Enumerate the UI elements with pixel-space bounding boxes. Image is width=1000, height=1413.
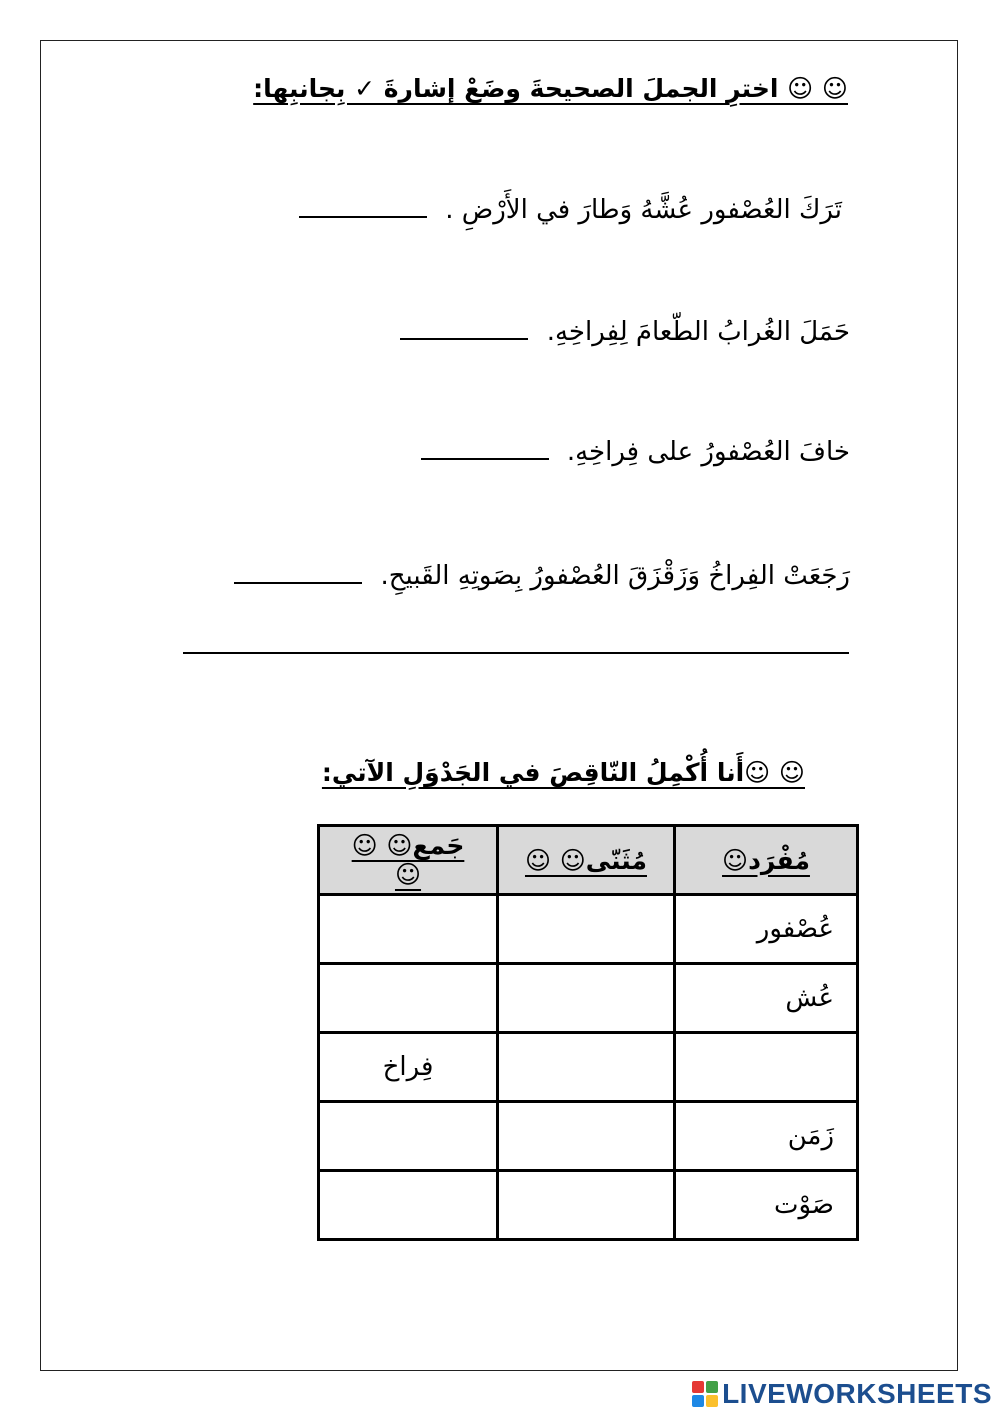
sentence-2 [400, 312, 850, 352]
liveworksheets-brand[interactable] [692, 1378, 992, 1410]
cell-dual[interactable] [498, 895, 675, 964]
instruction-heading-2: ☺ ☺أَنا أُكْمِلُ النّاقِصَ في الجَدْوَلِ الآتي: [321, 758, 805, 787]
cell-singular[interactable]: صَوْت [675, 1171, 858, 1240]
logo-square-blue [692, 1395, 704, 1407]
sentence-3 [421, 432, 850, 472]
sentence-4-answer-blank[interactable] [234, 558, 362, 584]
cell-plural[interactable] [319, 964, 498, 1033]
table-row [319, 895, 858, 964]
writing-line[interactable] [183, 652, 849, 654]
sentence-3-answer-blank[interactable] [421, 434, 549, 460]
logo-square-red [692, 1381, 704, 1393]
header-plural: جَمع☺ ☺ ☺ [319, 826, 498, 895]
logo-square-green [706, 1381, 718, 1393]
cell-plural[interactable] [319, 1102, 498, 1171]
table-row [319, 1033, 858, 1102]
sentence-2-answer-blank[interactable] [400, 314, 528, 340]
header-singular: مُفْرَد☺ [675, 826, 858, 895]
liveworksheets-logo-icon [692, 1381, 718, 1407]
cell-singular[interactable]: زَمَن [675, 1102, 858, 1171]
sentence-1-text: تَرَكَ العُصْفور عُشَّهُ وَطارَ في الأَرْضِ . [445, 195, 842, 225]
cell-singular[interactable]: عُصْفور [675, 895, 858, 964]
instruction-heading-1: ☺ ☺ اخترِ الجملَ الصحيحةَ وضَعْ إشارةَ ✓ بِجانبِها: [253, 74, 848, 103]
cell-singular[interactable] [675, 1033, 858, 1102]
logo-square-yellow [706, 1395, 718, 1407]
cell-dual[interactable] [498, 1171, 675, 1240]
cell-dual[interactable] [498, 964, 675, 1033]
header-dual: مُثَنّى☺ ☺ [498, 826, 675, 895]
brand-name: LIVEWORKSHEETS [722, 1378, 992, 1409]
cell-dual[interactable] [498, 1033, 675, 1102]
cell-plural[interactable] [319, 1171, 498, 1240]
word-forms-table [317, 824, 859, 1241]
cell-plural[interactable] [319, 895, 498, 964]
sentence-2-text: حَمَلَ الغُرابُ الطّعامَ لِفِراخِهِ. [546, 317, 850, 347]
table-header-row [319, 826, 858, 895]
sentence-1 [299, 190, 842, 230]
table-row [319, 1171, 858, 1240]
sentence-1-answer-blank[interactable] [299, 192, 427, 218]
table-row [319, 1102, 858, 1171]
cell-dual[interactable] [498, 1102, 675, 1171]
table-row [319, 964, 858, 1033]
cell-singular[interactable]: عُش [675, 964, 858, 1033]
sentence-3-text: خافَ العُصْفورُ على فِراخِهِ. [566, 437, 850, 467]
sentence-4-text: رَجَعَتْ الفِراخُ وَزَقْزَقَ العُصْفورُ بِصَوتِهِ القَبيحِ. [380, 561, 850, 591]
cell-plural[interactable]: فِراخ [319, 1033, 498, 1102]
sentence-4 [234, 556, 850, 596]
